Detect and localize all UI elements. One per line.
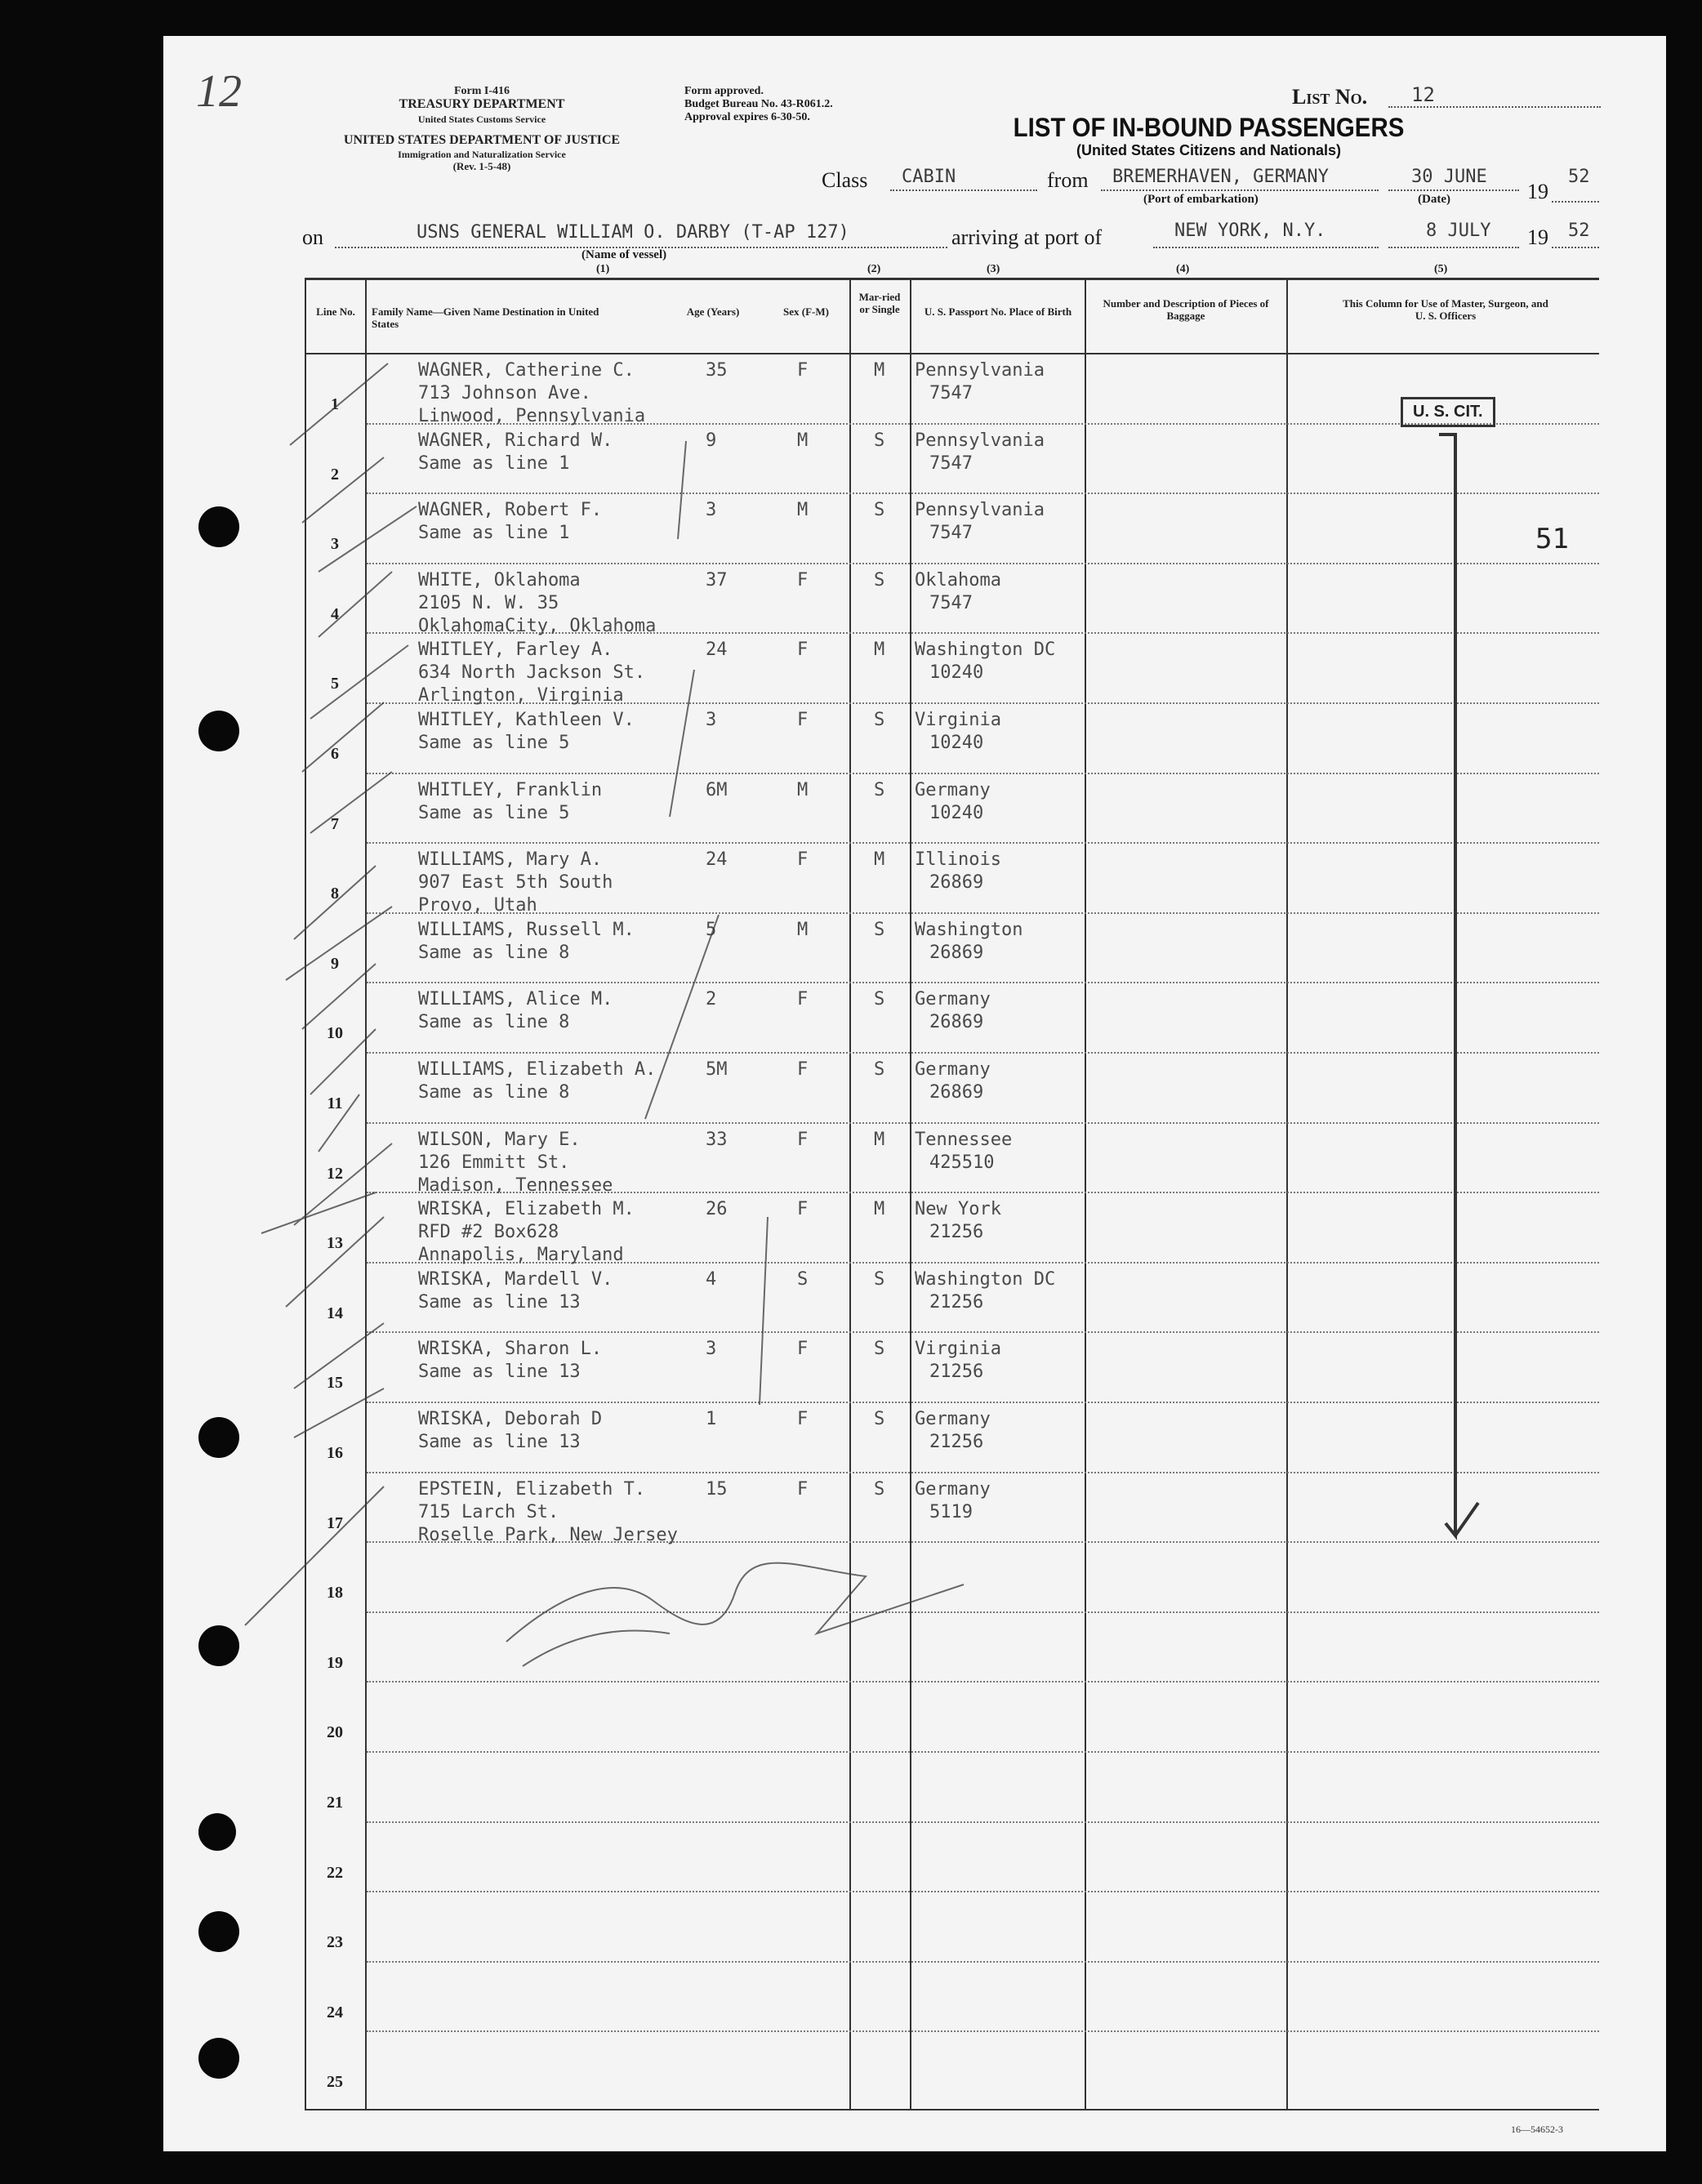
line-number: 23 bbox=[327, 1933, 343, 1952]
passenger-sex: M bbox=[797, 919, 809, 940]
margin-mark: 12 bbox=[196, 66, 242, 117]
passenger-age: 15 bbox=[706, 1478, 728, 1500]
passenger-city: Arlington, Virginia bbox=[418, 685, 624, 706]
form-number: Form I-416 bbox=[453, 85, 510, 97]
list-no-label: List No. bbox=[1292, 85, 1368, 109]
passenger-city: Provo, Utah bbox=[418, 895, 537, 916]
line-number: 9 bbox=[331, 954, 339, 973]
line-number: 19 bbox=[327, 1653, 343, 1672]
passenger-address: Same as line 8 bbox=[418, 942, 570, 963]
header-baggage: Number and Description of Pieces of Baggage bbox=[1103, 297, 1269, 322]
birth-place: Virginia bbox=[915, 1339, 1001, 1360]
birth-place: Illinois bbox=[915, 849, 1001, 871]
passenger-marital: S bbox=[874, 430, 885, 451]
arrival-year: 52 bbox=[1568, 221, 1590, 241]
print-code: 16—54652-3 bbox=[1511, 2124, 1563, 2135]
passport-number: 10240 bbox=[929, 802, 984, 823]
line-number: 11 bbox=[327, 1094, 343, 1112]
passenger-marital: M bbox=[874, 1129, 885, 1150]
passport-number: 7547 bbox=[929, 592, 973, 613]
birth-place: Germany bbox=[915, 779, 991, 800]
passenger-sex: F bbox=[797, 1199, 809, 1220]
from-label: from bbox=[1047, 168, 1089, 192]
passenger-name: WRISKA, Elizabeth M. bbox=[418, 1199, 635, 1220]
passenger-age: 6M bbox=[706, 779, 728, 800]
passenger-age: 4 bbox=[706, 1268, 717, 1290]
year-prefix: 19 bbox=[1527, 180, 1548, 203]
line-number: 24 bbox=[327, 2003, 343, 2021]
passenger-age: 5M bbox=[706, 1059, 728, 1080]
birth-place: Pennsylvania bbox=[915, 430, 1045, 451]
passenger-sex: F bbox=[797, 1478, 809, 1500]
line-number: 4 bbox=[331, 604, 339, 623]
date-caption: (Date) bbox=[1418, 193, 1450, 206]
passenger-age: 37 bbox=[706, 569, 728, 591]
line-number: 10 bbox=[327, 1024, 343, 1043]
line-number: 18 bbox=[327, 1584, 343, 1602]
approval-line: Budget Bureau No. 43-R061.2. bbox=[684, 98, 833, 110]
passenger-marital: S bbox=[874, 1478, 885, 1500]
passenger-marital: S bbox=[874, 1059, 885, 1080]
column-number: (4) bbox=[1176, 263, 1190, 275]
passport-number: 26869 bbox=[929, 1082, 984, 1103]
passenger-address: 2105 N. W. 35 bbox=[418, 592, 559, 613]
line-number: 22 bbox=[327, 1863, 343, 1882]
birth-place: Germany bbox=[915, 1409, 991, 1429]
line-number: 2 bbox=[331, 465, 339, 484]
passenger-age: 26 bbox=[706, 1199, 728, 1220]
passenger-marital: S bbox=[874, 989, 885, 1010]
arrival-date: 8 JULY bbox=[1426, 221, 1491, 241]
passport-number: 5119 bbox=[929, 1501, 973, 1522]
passenger-sex: M bbox=[797, 500, 809, 521]
birth-place: New York bbox=[915, 1199, 1001, 1220]
line-number: 16 bbox=[327, 1444, 343, 1462]
passenger-city: Madison, Tennessee bbox=[418, 1174, 613, 1196]
birth-place: Pennsylvania bbox=[915, 360, 1045, 381]
birth-place: Germany bbox=[915, 1059, 991, 1080]
passenger-name: WRISKA, Mardell V. bbox=[418, 1268, 613, 1290]
departure-year: 52 bbox=[1568, 167, 1590, 187]
passenger-marital: S bbox=[874, 779, 885, 800]
passenger-age: 3 bbox=[706, 710, 717, 730]
header-passport: U. S. Passport No. Place of Birth bbox=[924, 305, 1072, 318]
port-caption: (Port of embarkation) bbox=[1143, 193, 1259, 206]
line-number: 12 bbox=[327, 1164, 343, 1183]
passenger-sex: F bbox=[797, 360, 809, 381]
passport-number: 21256 bbox=[929, 1362, 984, 1383]
passenger-age: 1 bbox=[706, 1409, 717, 1429]
header-line-no: Line No. bbox=[316, 305, 355, 318]
passenger-name: WILLIAMS, Mary A. bbox=[418, 849, 603, 871]
column-number: (1) bbox=[596, 263, 610, 275]
passenger-name: WHITLEY, Franklin bbox=[418, 779, 603, 800]
class-label: Class bbox=[822, 168, 868, 192]
passenger-age: 24 bbox=[706, 849, 728, 871]
immigration-service: Immigration and Naturalization Service bbox=[398, 149, 566, 160]
citizenship-stamp: U. S. CIT. bbox=[1401, 397, 1495, 427]
header-sex: Sex (F-M) bbox=[783, 305, 829, 318]
passenger-name: WAGNER, Robert F. bbox=[418, 500, 603, 521]
embarkation-port: BREMERHAVEN, GERMANY bbox=[1112, 167, 1329, 187]
passenger-age: 9 bbox=[706, 430, 717, 451]
line-number: 7 bbox=[331, 814, 339, 833]
passenger-name: EPSTEIN, Elizabeth T. bbox=[418, 1478, 646, 1500]
passenger-address: Same as line 1 bbox=[418, 523, 570, 544]
birth-place: Virginia bbox=[915, 710, 1001, 730]
passenger-age: 5 bbox=[706, 919, 717, 940]
passenger-address: Same as line 8 bbox=[418, 1012, 570, 1033]
annotation-51: 51 bbox=[1535, 523, 1569, 555]
passenger-marital: S bbox=[874, 710, 885, 730]
passenger-sex: M bbox=[797, 779, 809, 800]
passenger-name: WRISKA, Deborah D bbox=[418, 1409, 603, 1429]
passenger-name: WILLIAMS, Alice M. bbox=[418, 989, 613, 1010]
passenger-city: Annapolis, Maryland bbox=[418, 1245, 624, 1266]
passenger-name: WHITE, Oklahoma bbox=[418, 569, 581, 591]
arrival-port: NEW YORK, N.Y. bbox=[1174, 221, 1326, 241]
passenger-address: Same as line 1 bbox=[418, 452, 570, 474]
passport-number: 7547 bbox=[929, 383, 973, 403]
passport-number: 26869 bbox=[929, 872, 984, 894]
class-value: CABIN bbox=[902, 167, 956, 187]
passenger-city: Linwood, Pennsylvania bbox=[418, 406, 646, 426]
passenger-address: Same as line 13 bbox=[418, 1432, 581, 1452]
passenger-address: 713 Johnson Ave. bbox=[418, 383, 591, 403]
passenger-marital: S bbox=[874, 1339, 885, 1360]
document-subtitle: (United States Citizens and Nationals) bbox=[1076, 142, 1342, 158]
passport-number: 21256 bbox=[929, 1432, 984, 1452]
line-number: 3 bbox=[331, 535, 339, 554]
header-married: Mar-ried or Single bbox=[858, 291, 901, 315]
line-number: 6 bbox=[331, 745, 339, 763]
passport-number: 26869 bbox=[929, 942, 984, 963]
birth-place: Germany bbox=[915, 1478, 991, 1500]
column-number: (2) bbox=[867, 263, 881, 275]
passenger-address: 126 Emmitt St. bbox=[418, 1152, 570, 1173]
passenger-sex: F bbox=[797, 1409, 809, 1429]
passenger-name: WHITLEY, Farley A. bbox=[418, 640, 613, 661]
passenger-address: Same as line 13 bbox=[418, 1291, 581, 1313]
line-number: 17 bbox=[327, 1513, 343, 1532]
passenger-age: 3 bbox=[706, 1339, 717, 1360]
passport-number: 425510 bbox=[929, 1152, 995, 1173]
header-officers: This Column for Use of Master, Surgeon, and U. S. Officers bbox=[1343, 297, 1548, 322]
revision-date: (Rev. 1-5-48) bbox=[452, 160, 511, 172]
passenger-name: WAGNER, Richard W. bbox=[418, 430, 613, 451]
customs-service: United States Customs Service bbox=[417, 114, 546, 125]
passenger-address: Same as line 8 bbox=[418, 1082, 570, 1103]
passenger-marital: S bbox=[874, 1268, 885, 1290]
line-number: 21 bbox=[327, 1794, 343, 1812]
passenger-name: WILLIAMS, Russell M. bbox=[418, 919, 635, 940]
passenger-name: WAGNER, Catherine C. bbox=[418, 360, 635, 381]
passport-number: 10240 bbox=[929, 662, 984, 684]
passenger-marital: S bbox=[874, 569, 885, 591]
passenger-age: 24 bbox=[706, 640, 728, 661]
passenger-address: Same as line 13 bbox=[418, 1362, 581, 1383]
passenger-age: 33 bbox=[706, 1129, 728, 1150]
column-number: (5) bbox=[1434, 263, 1448, 275]
passenger-marital: S bbox=[874, 1409, 885, 1429]
passenger-marital: S bbox=[874, 500, 885, 521]
passenger-marital: S bbox=[874, 919, 885, 940]
birth-place: Washington DC bbox=[915, 640, 1056, 661]
passenger-age: 3 bbox=[706, 500, 717, 521]
passport-number: 10240 bbox=[929, 733, 984, 753]
line-number: 14 bbox=[327, 1304, 343, 1322]
line-number: 13 bbox=[327, 1234, 343, 1253]
passenger-marital: M bbox=[874, 1199, 885, 1220]
passenger-age: 2 bbox=[706, 989, 717, 1010]
birth-place: Washington bbox=[915, 919, 1023, 940]
treasury-department: TREASURY DEPARTMENT bbox=[399, 97, 565, 111]
birth-place: Pennsylvania bbox=[915, 500, 1045, 521]
passenger-address: Same as line 5 bbox=[418, 802, 570, 823]
line-number: 5 bbox=[331, 675, 339, 693]
arriving-label: arriving at port of bbox=[951, 225, 1103, 249]
line-number: 20 bbox=[327, 1723, 343, 1742]
passenger-address: 634 North Jackson St. bbox=[418, 662, 646, 684]
on-label: on bbox=[302, 225, 323, 249]
passport-number: 26869 bbox=[929, 1012, 984, 1033]
line-number: 15 bbox=[327, 1374, 343, 1393]
passenger-sex: F bbox=[797, 569, 809, 591]
passport-number: 7547 bbox=[929, 452, 973, 474]
passenger-sex: F bbox=[797, 989, 809, 1010]
passenger-age: 35 bbox=[706, 360, 728, 381]
vessel-name: USNS GENERAL WILLIAM O. DARBY (T-AP 127) bbox=[417, 222, 849, 243]
birth-place: Germany bbox=[915, 989, 991, 1010]
passenger-name: WILSON, Mary E. bbox=[418, 1129, 581, 1150]
vessel-caption: (Name of vessel) bbox=[581, 248, 667, 261]
year-prefix: 19 bbox=[1527, 225, 1548, 249]
passenger-address: 715 Larch St. bbox=[418, 1501, 559, 1522]
passenger-city: OklahomaCity, Oklahoma bbox=[418, 615, 657, 636]
passport-number: 21256 bbox=[929, 1291, 984, 1313]
birth-place: Washington DC bbox=[915, 1268, 1056, 1290]
line-number: 25 bbox=[327, 2073, 343, 2092]
passenger-address: RFD #2 Box628 bbox=[418, 1222, 559, 1243]
passenger-sex: F bbox=[797, 710, 809, 730]
document-title: LIST OF IN-BOUND PASSENGERS bbox=[1013, 113, 1405, 142]
passenger-sex: F bbox=[797, 1129, 809, 1150]
header-name: Family Name—Given Name Destination in United States bbox=[372, 305, 599, 330]
passenger-city: Roselle Park, New Jersey bbox=[418, 1524, 678, 1545]
passenger-sex: S bbox=[797, 1268, 809, 1290]
passenger-sex: M bbox=[797, 430, 809, 451]
passenger-sex: F bbox=[797, 849, 809, 871]
departure-date: 30 JUNE bbox=[1411, 167, 1487, 187]
column-number: (3) bbox=[987, 263, 1000, 275]
header-age: Age (Years) bbox=[686, 305, 740, 318]
department-of-justice: UNITED STATES DEPARTMENT OF JUSTICE bbox=[343, 133, 621, 147]
passport-number: 7547 bbox=[929, 523, 973, 544]
passenger-name: WRISKA, Sharon L. bbox=[418, 1339, 603, 1360]
passenger-sex: F bbox=[797, 1059, 809, 1080]
line-number: 8 bbox=[331, 885, 339, 903]
birth-place: Oklahoma bbox=[915, 569, 1001, 591]
line-number: 1 bbox=[331, 395, 339, 413]
passenger-sex: F bbox=[797, 1339, 809, 1360]
passenger-marital: M bbox=[874, 849, 885, 871]
passenger-marital: M bbox=[874, 360, 885, 381]
passport-number: 21256 bbox=[929, 1222, 984, 1243]
passenger-address: 907 East 5th South bbox=[418, 872, 613, 894]
passenger-marital: M bbox=[874, 640, 885, 661]
list-no-value: 12 bbox=[1411, 83, 1435, 106]
birth-place: Tennessee bbox=[915, 1129, 1013, 1150]
passenger-sex: F bbox=[797, 640, 809, 661]
approval-line: Approval expires 6-30-50. bbox=[684, 111, 810, 123]
passenger-name: WILLIAMS, Elizabeth A. bbox=[418, 1059, 657, 1080]
passenger-name: WHITLEY, Kathleen V. bbox=[418, 710, 635, 730]
approval-line: Form approved. bbox=[684, 85, 764, 97]
passenger-address: Same as line 5 bbox=[418, 733, 570, 753]
